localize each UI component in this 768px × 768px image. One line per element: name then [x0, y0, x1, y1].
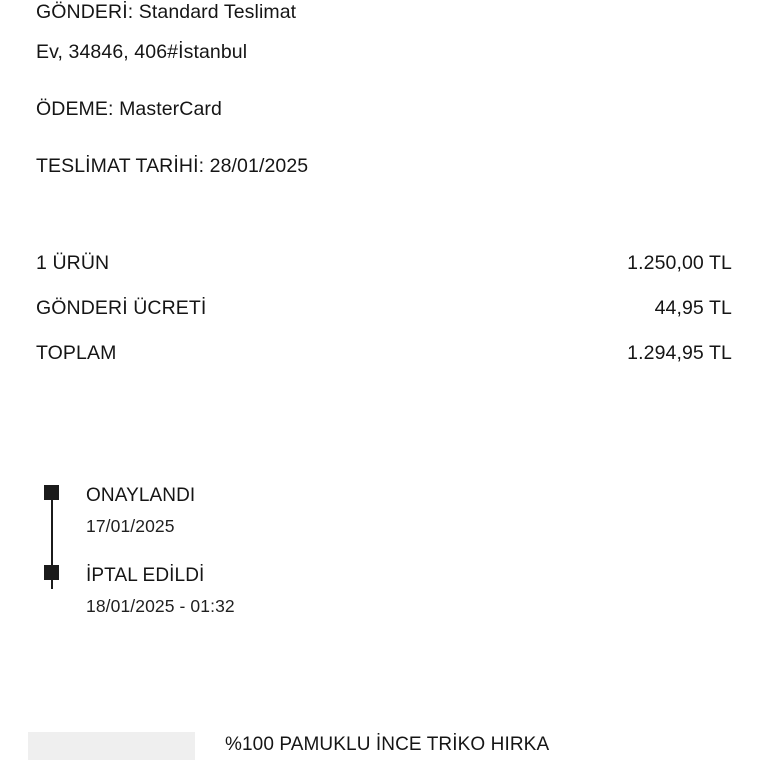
square-marker-icon [44, 565, 59, 580]
delivery-date-line [36, 146, 732, 186]
total-label-shipping: GÖNDERİ ÜCRETİ [36, 297, 207, 319]
product-name: %100 PAMUKLU İNCE TRİKO HIRKA [225, 734, 550, 755]
timeline-status-cancelled: İPTAL EDİLDİ [86, 565, 205, 586]
total-amount-grand: 1.294,95 TL [627, 342, 732, 364]
order-totals [36, 241, 732, 376]
payment-label: ÖDEME: [36, 98, 114, 120]
delivery-date-value: 28/01/2025 [209, 155, 309, 177]
shipping-method-label: GÖNDERİ: [36, 1, 134, 23]
total-row-items [36, 241, 732, 286]
product-thumbnail[interactable] [28, 732, 195, 760]
shipping-method-line [36, 0, 732, 32]
order-status-timeline [36, 481, 732, 641]
order-info-block [36, 0, 732, 186]
total-label-items: 1 ÜRÜN [36, 252, 110, 274]
square-marker-icon [44, 485, 59, 500]
total-amount-shipping: 44,95 TL [654, 297, 732, 319]
timeline-timestamp-approved: 17/01/2025 [86, 516, 175, 536]
shipping-method-value: Standard Teslimat [138, 1, 297, 23]
product-list-item[interactable] [0, 732, 768, 760]
delivery-date-label: TESLİMAT TARİHİ: [36, 155, 205, 177]
timeline-item-approved [86, 481, 732, 561]
total-row-grand [36, 331, 732, 376]
timeline-item-cancelled [86, 561, 732, 641]
timeline-timestamp-cancelled: 18/01/2025 - 01:32 [86, 596, 235, 616]
total-amount-items: 1.250,00 TL [627, 252, 732, 274]
total-label-grand: TOPLAM [36, 342, 117, 364]
timeline-status-approved: ONAYLANDI [86, 485, 196, 506]
shipping-address-line: Ev, 34846, 406#İstanbul [36, 41, 248, 63]
payment-line [36, 89, 732, 129]
total-row-shipping [36, 286, 732, 331]
payment-value: MasterCard [119, 98, 222, 120]
